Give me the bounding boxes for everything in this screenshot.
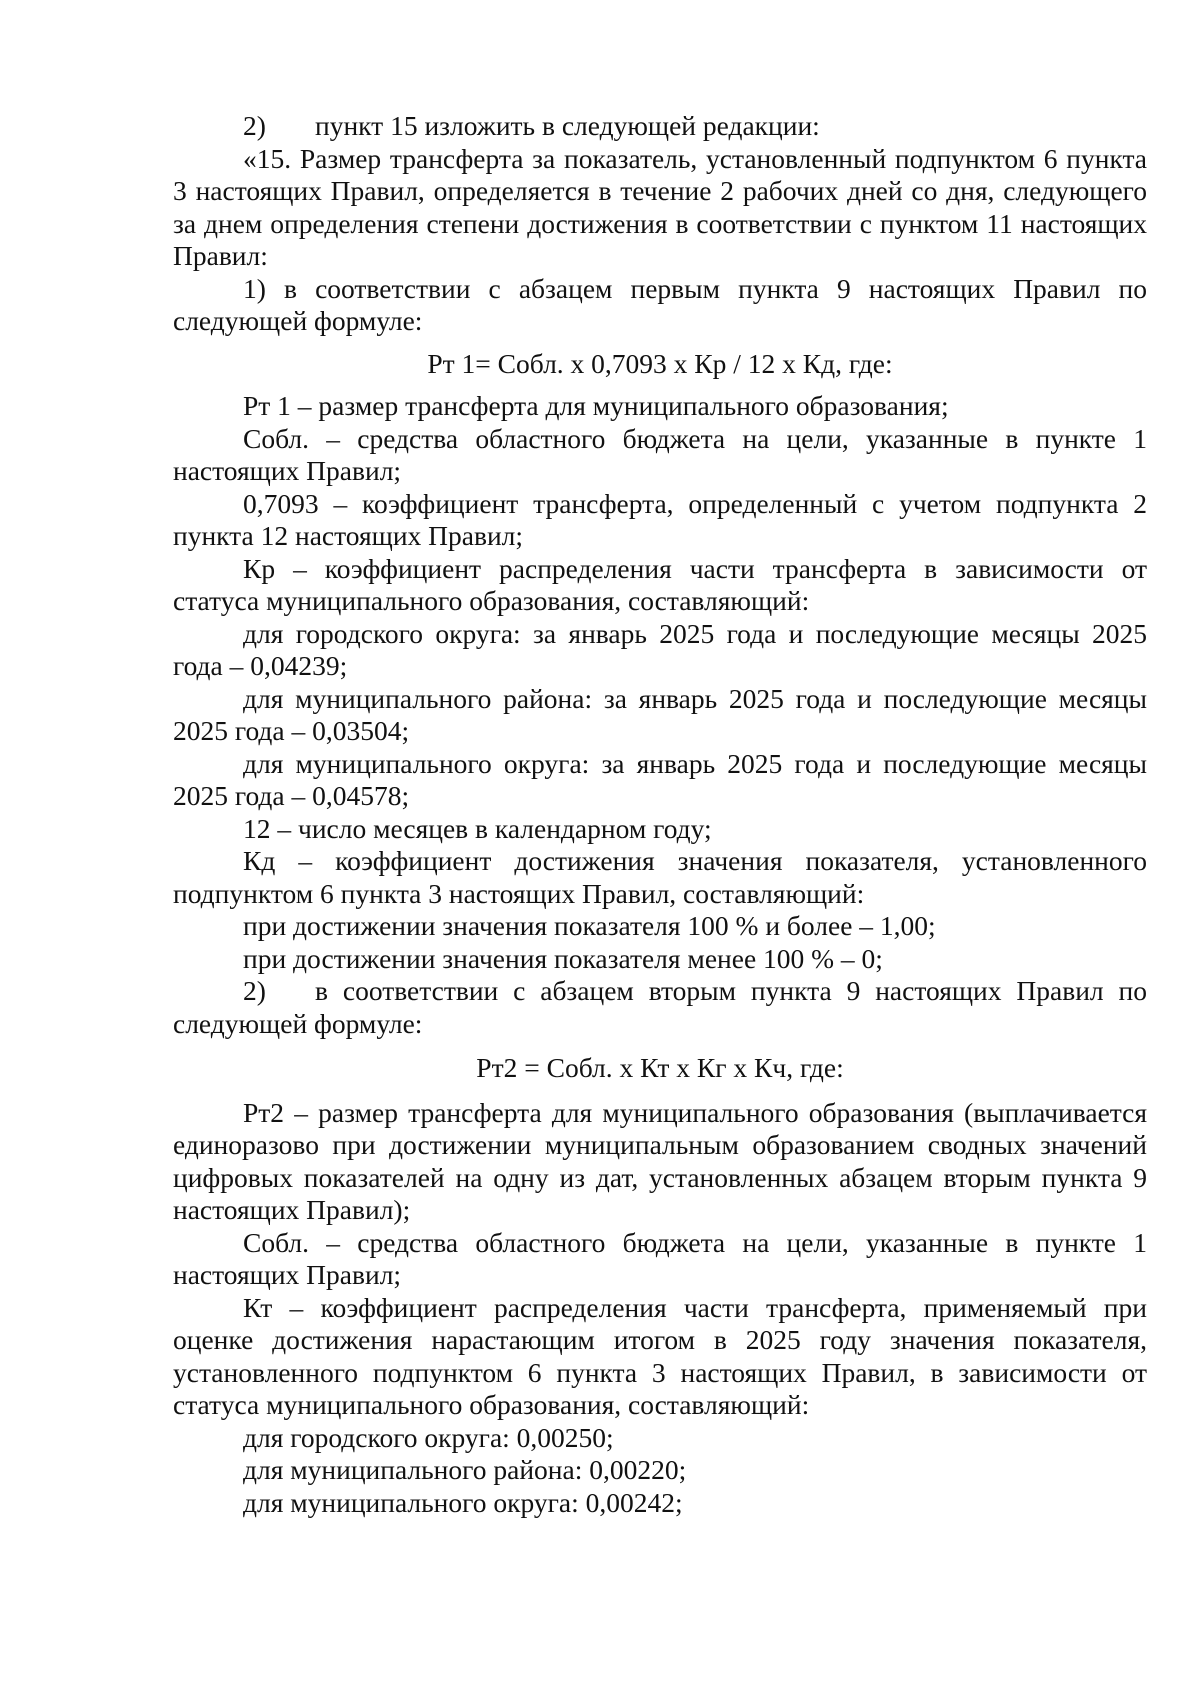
kt-okrug-value: для муниципального округа: 0,00242;	[243, 1486, 683, 1518]
kt-definition: Кт – коэффициент распределения части трансферта, применяемый при оценке достижения нарастающим итогом в 2025 году значения показателя, установленного подпунктом 6 пункта 3 настоящих Правил, в зависимости от статуса муниципального образования, составляющий:	[173, 1291, 1147, 1420]
kr-definition: Кр – коэффициент распределения части трансферта в зависимости от статуса муниципального образования, составляющий:	[173, 552, 1147, 616]
kt-district-value: для муниципального района: 0,00220;	[243, 1454, 687, 1485]
kt-city-value: для городского округа: 0,00250;	[243, 1421, 614, 1453]
kr-okrug-value: для муниципального округа: за январь 2025 года и последующие месяцы 2025 года – 0,04578;	[173, 747, 1147, 811]
rt1-definition: Рт 1 – размер трансферта для муниципального образования;	[243, 390, 949, 421]
months-definition: 12 – число месяцев в календарном году;	[243, 812, 712, 844]
sobl-definition-2: Собл. – средства областного бюджета на цели, указанные в пункте 1 настоящих Правил;	[173, 1226, 1147, 1290]
subpoint-2-paragraph	[173, 975, 1147, 1040]
kd-full-value: при достижении значения показателя 100 % и более – 1,00;	[243, 910, 936, 941]
kr-city-value: для городского округа: за январь 2025 года и последующие месяцы 2025 года – 0,04239;	[173, 617, 1147, 681]
subpoint-text: в соответствии с абзацем вторым пункта 9 настоящих Правил по следующей формуле:	[173, 975, 1147, 1039]
sobl-definition: Собл. – средства областного бюджета на цели, указанные в пункте 1 настоящих Правил;	[173, 422, 1147, 486]
subpoint-1-paragraph: 1) в соответствии с абзацем первым пункта 9 настоящих Правил по следующей формуле:	[173, 272, 1147, 336]
coefficient-definition: 0,7093 – коэффициент трансферта, определенный с учетом подпункта 2 пункта 12 настоящих Правил;	[173, 487, 1147, 551]
item-2-paragraph	[173, 110, 1147, 143]
subpoint-number: 2)	[243, 975, 266, 1006]
item-number: 2)	[243, 110, 266, 141]
formula-rt1: Рт 1= Собл. х 0,7093 х Кр / 12 х Кд, где:	[427, 347, 893, 379]
formula-rt2: Рт2 = Собл. х Кт х Кг х Кч, где:	[476, 1052, 844, 1083]
kd-definition: Кд – коэффициент достижения значения показателя, установленного подпунктом 6 пункта 3 настоящих Правил, составляющий:	[173, 845, 1147, 909]
kr-district-value: для муниципального района: за январь 2025 года и последующие месяцы 2025 года – 0,03504;	[173, 682, 1147, 746]
item-text: пункт 15 изложить в следующей редакции:	[315, 110, 820, 141]
rt2-definition: Рт2 – размер трансферта для муниципального образования (выплачивается единоразово при достижении муниципальным образованием сводных значений цифровых показателей на одну из дат, установленных абзацем вторым пункта 9 настоящих Правил);	[173, 1096, 1147, 1225]
kd-less-value: при достижении значения показателя менее 100 % – 0;	[243, 942, 883, 974]
document-page	[173, 110, 1147, 1519]
point-15-paragraph: «15. Размер трансферта за показатель, установленный подпунктом 6 пункта 3 настоящих Правил, определяется в течение 2 рабочих дней со дня, следующего за днем определения степени достижения в соответствии с пунктом 11 настоящих Правил:	[173, 142, 1147, 271]
